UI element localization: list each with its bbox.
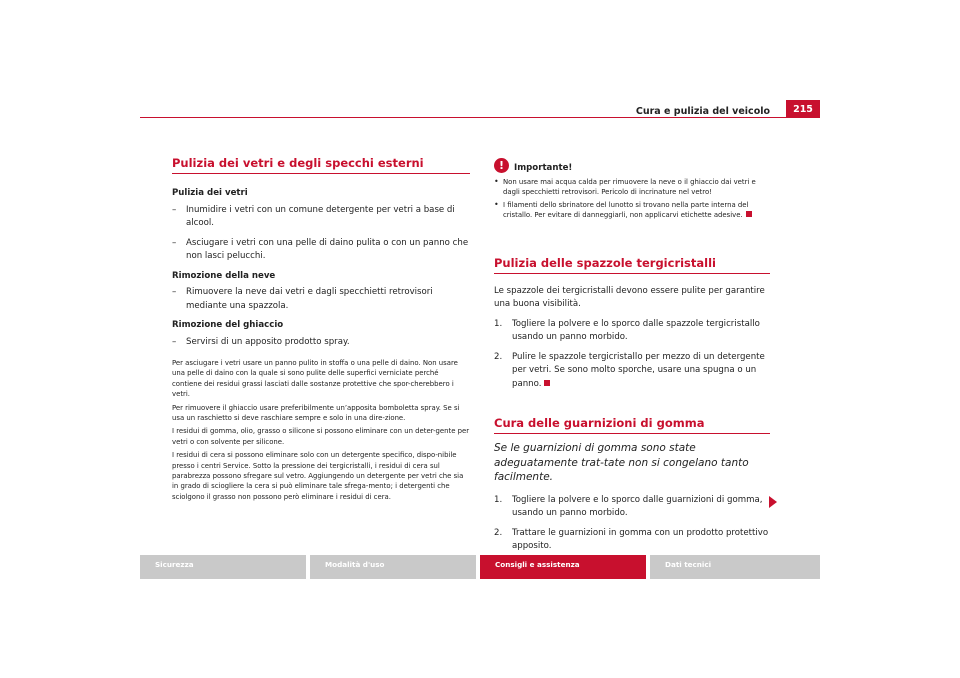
section-heading-rule [494,273,770,274]
footer-tab-operation[interactable]: Modalità d'uso [310,555,476,579]
subheading-glass: Pulizia dei vetri [172,188,248,198]
note-paragraph: I residui di gomma, olio, grasso o silicone si possono eliminare con un deter-gente per vetri o con solvente per silicone. [172,427,470,446]
note-paragraph: Per asciugare i vetri usare un panno pulito in stoffa o una pelle di daino. Non usare una pelle di daino con la quale si sono pulite delle superfici verniciate perché contiene dei residui grassi lasciati dalle sostanze protettive che spor-cherebbero i vetri. [172,359,458,399]
paragraph: Le spazzole dei tergicristalli devono essere pulite per garantire una buona visibilità. [494,285,765,310]
warning-icon: ! [494,158,509,173]
header-rule [140,117,820,118]
subheading-ice: Rimozione del ghiaccio [172,320,284,330]
list-item: – Inumidire i vetri con un comune detergente per vetri a base di alcool. [172,204,455,228]
section-heading-seals: Cura delle guarnizioni di gomma [494,416,705,431]
note-paragraph: I residui di cera si possono eliminare solo con un detergente specifico, dispo-nibile presso i centri Service. Sotto la pressione dei tergicristalli, i residui di cera sul parabrezza possono sfregare sul vetro. Aggiungendo un detergente per vetri che sia in grado di sciogliere la cera si può eliminare tale sfrega-mento; i detergenti che sciolgono il grasso non possono però eliminare i residui di cera. [172,451,464,501]
list-item: 2. Pulire le spazzole tergicristallo per mezzo di un detergente per vetri. Se sono molto sporche, usare una spugna o un panno. [494,351,765,389]
section-heading-rule [494,433,770,434]
page-number: 215 [786,100,820,118]
left-column [172,156,470,502]
footer-tab-safety[interactable]: Sicurezza [140,555,306,579]
warning-bullet: • I filamenti dello sbrinatore del lunotto si trovano nella parte interna del cristallo. Per evitare di danneggiarli, non applicarvi etichette adesive. [494,200,770,221]
section-heading-windows: Pulizia dei vetri e degli specchi esterni [172,156,424,170]
list-item: 2. Trattare le guarnizioni in gomma con un prodotto protettivo apposito. [494,527,769,552]
footer-tab-advice[interactable]: Consigli e assistenza [480,555,646,579]
continue-arrow-icon [769,496,777,508]
list-item: – Servirsi di un apposito prodotto spray. [172,336,350,347]
subheading-snow: Rimozione della neve [172,270,276,281]
end-mark-icon [746,211,752,217]
section-heading-wipers: Pulizia delle spazzole tergicristalli [494,255,716,270]
running-header-title: Cura e pulizia del veicolo [635,106,770,117]
section-heading-rule [172,173,470,174]
footer-tab-technical[interactable]: Dati tecnici [650,555,820,579]
italic-subheading: Se le guarnizioni di gomma sono state adeguatamente trat-tate non si congelano tanto facilmente. [494,442,749,484]
important-label: Importante! [514,163,573,173]
list-item: – Asciugare i vetri con una pelle di daino pulita o con un panno che non lasci pelucchi. [172,237,469,261]
list-item: 1. Togliere la polvere e lo sporco dalle guarnizioni di gomma, usando un panno morbido. [494,494,763,519]
list-item: – Rimuovere la neve dai vetri e dagli specchietti retrovisori mediante una spazzola. [172,287,433,311]
right-column [494,177,770,554]
note-paragraph: Per rimuovere il ghiaccio usare preferibilmente un’apposita bomboletta spray. Se si usa un raschietto si deve raschiare sempre e solo in una dire-zione. [172,403,460,423]
warning-bullet: • Non usare mai acqua calda per rimuovere la neve o il ghiaccio dai vetri e dagli specchietti retrovisori. Pericolo di incrinature nel vetro! [494,177,756,197]
end-mark-icon [544,380,550,386]
list-item: 1. Togliere la polvere e lo sporco dalle spazzole tergicristallo usando un panno morbido. [494,318,760,343]
